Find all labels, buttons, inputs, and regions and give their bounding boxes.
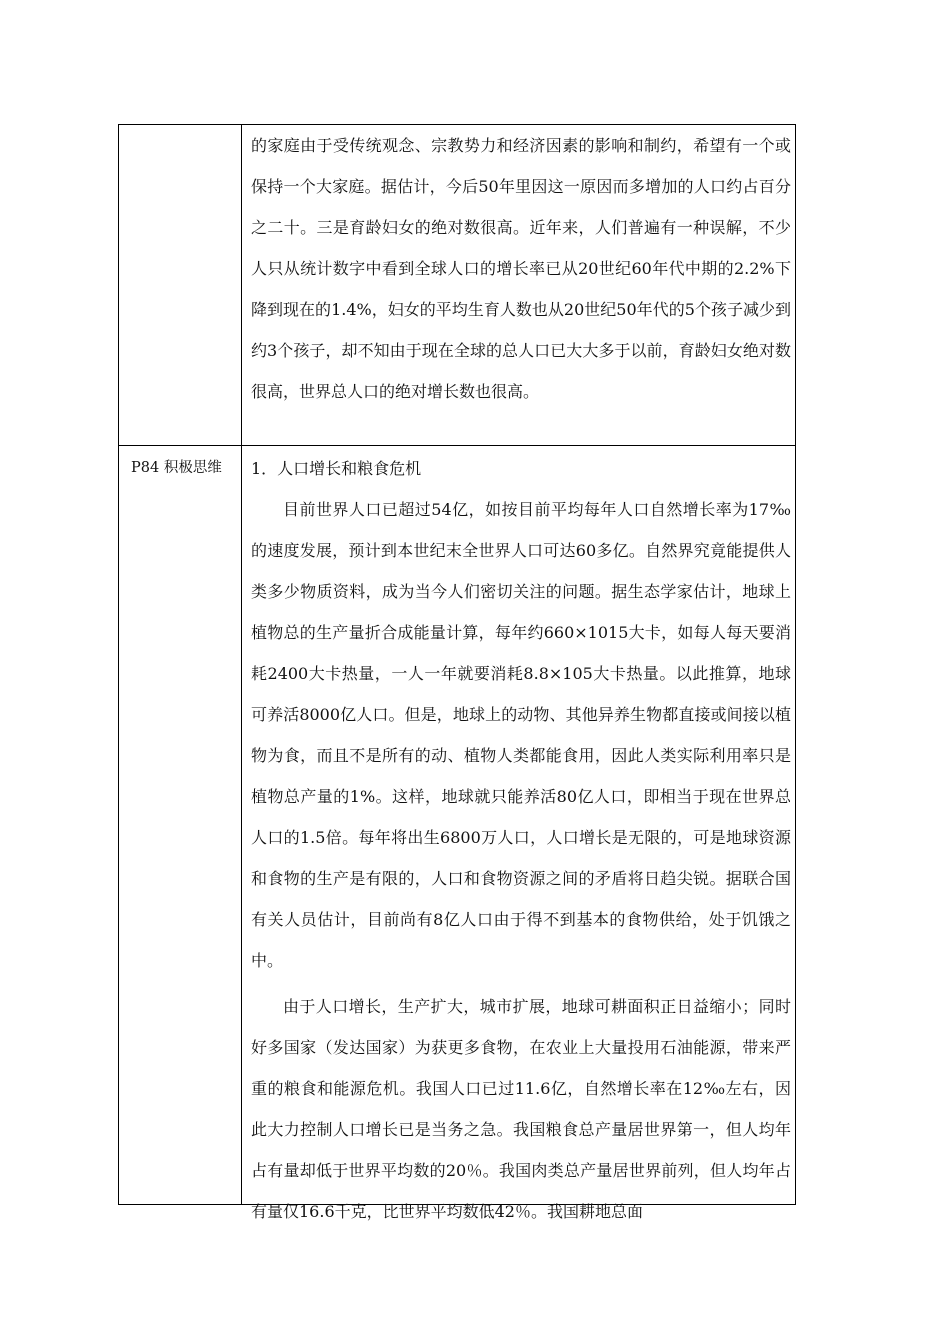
table-row [119, 446, 796, 1205]
content-table [118, 124, 796, 1221]
label-cell [119, 125, 242, 446]
row-label [119, 125, 241, 130]
section-heading: 1．人口增长和粮食危机 [251, 459, 422, 478]
paragraph: 的家庭由于受传统观念、宗教势力和经济因素的影响和制约，希望有一个或保持一个大家庭。据估计，今后50年里因这一原因而多增加的人口约占百分之二十。三是育龄妇女的绝对数很高。近年来，人们普遍有一种误解，不少人只从统计数字中看到全球人口的增长率已从20世纪60年代中期的2.2%下降到现在的1.4%，妇女的平均生育人数也从20世纪50年代的5个孩子减少到约3个孩子，却不知由于现在全球的总人口已大大多于以前，育龄妇女绝对数很高，世界总人口的绝对增长数也很高。 [251, 136, 791, 401]
paragraph: 目前世界人口已超过54亿，如按目前平均每年人口自然增长率为17‰的速度发展，预计到本世纪末全世界人口可达60多亿。自然界究竟能提供人类多少物质资料，成为当今人们密切关注的问题。据生态学家估计，地球上植物总的生产量折合成能量计算，每年约660×1015大卡，如每人每天要消耗2400大卡热量，一人一年就要消耗8.8×105大卡热量。以此推算，地球可养活8000亿人口。但是，地球上的动物、其他异养生物都直接或间接以植物为食，而且不是所有的动、植物人类都能食用，因此人类实际利用率只是植物总产量的1%。这样，地球就只能养活80亿人口，即相当于现在世界总人口的1.5倍。每年将出生6800万人口，人口增长是无限的，可是地球资源和食物的生产是有限的，人口和食物资源之间的矛盾将日趋尖锐。据联合国有关人员估计，目前尚有8亿人口由于得不到基本的食物供给，处于饥饿之中。 [251, 500, 791, 970]
content-cell [242, 446, 796, 1221]
paragraph: 由于人口增长，生产扩大，城市扩展，地球可耕面积正日益缩小；同时好多国家（发达国家）为获更多食物，在农业上大量投用石油能源，带来严重的粮食和能源危机。我国人口已过11.6亿，自然增长率在12‰左右，因此大力控制人口增长已是当务之急。我国粮食总产量居世界第一，但人均年占有量却低于世界平均数的20％。我国肉类总产量居世界前列，但人均年占有量仅16.6千克，比世界平均数低42％。我国耕地总面 [251, 997, 791, 1221]
content-cell [242, 125, 796, 446]
row-label: P84 积极思维 [131, 460, 222, 476]
table-row [119, 125, 796, 446]
label-cell [119, 446, 242, 1205]
